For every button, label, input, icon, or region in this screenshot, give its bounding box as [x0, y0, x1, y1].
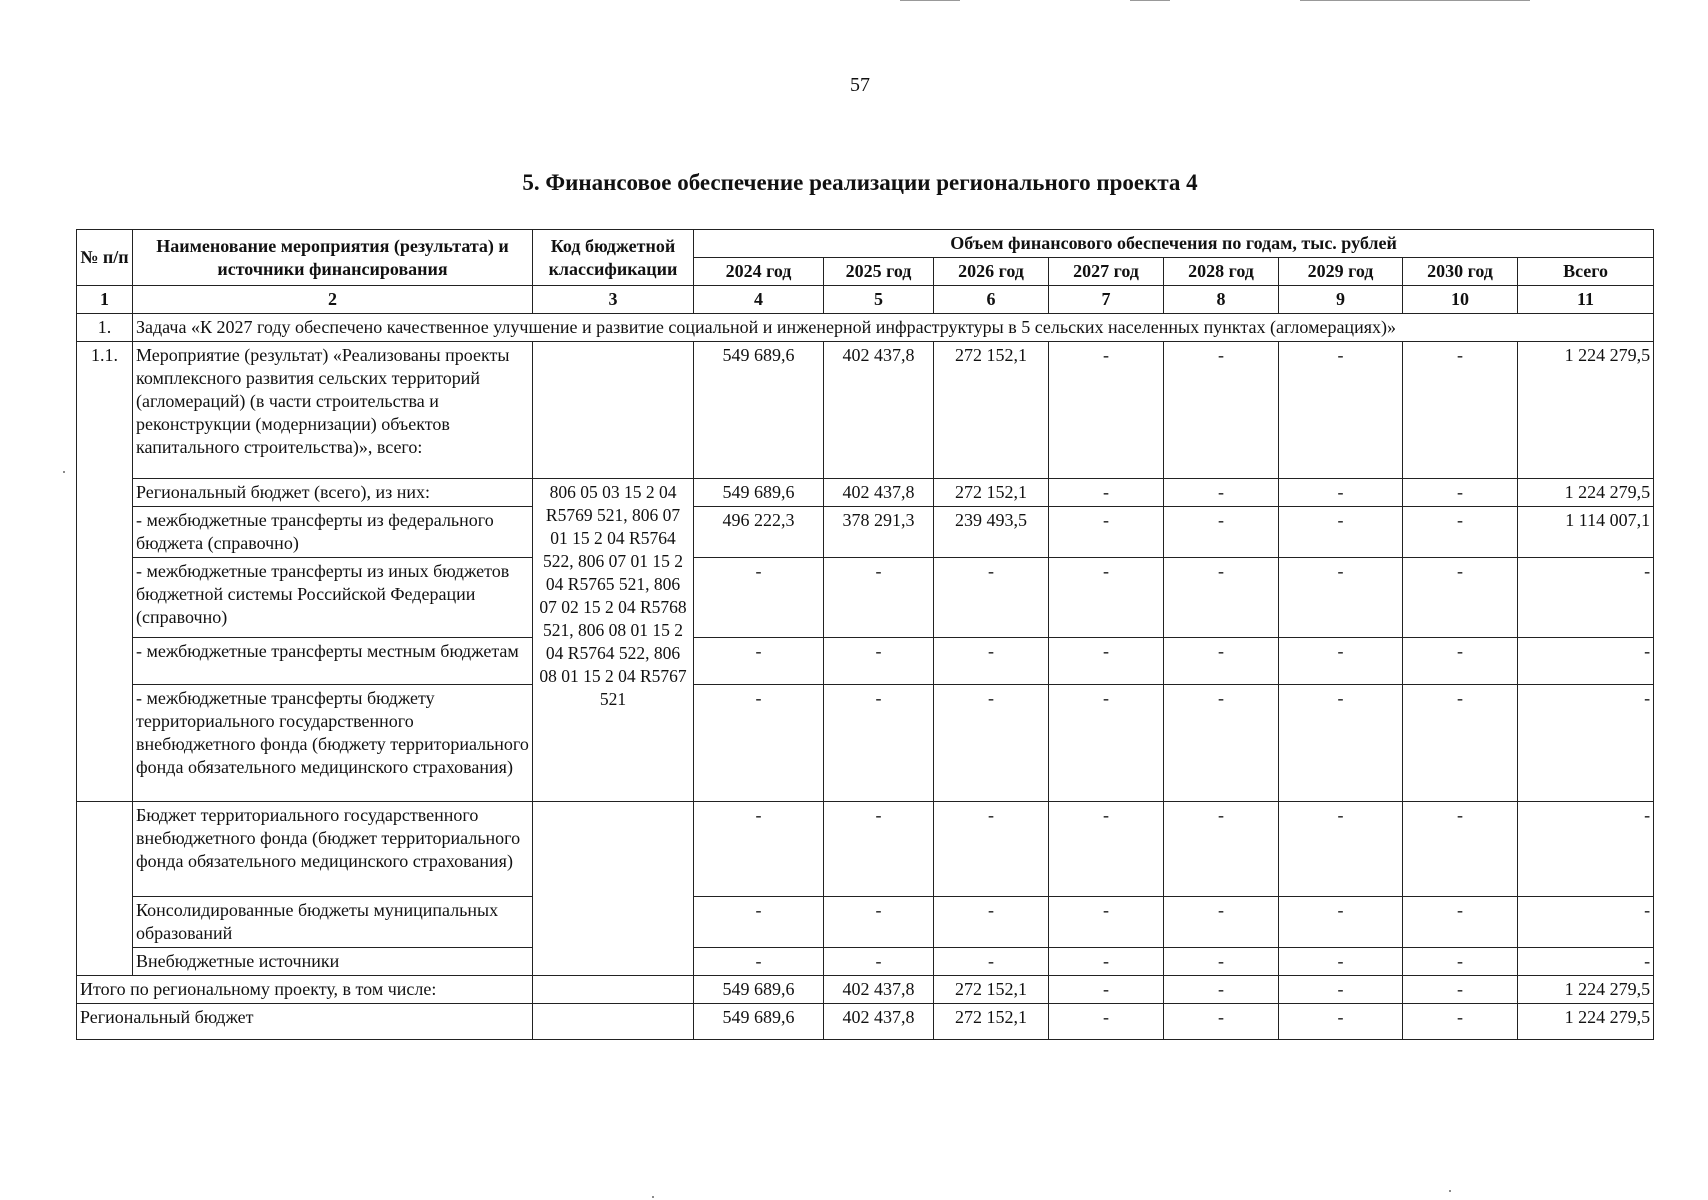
header-year: 2030 год: [1403, 258, 1518, 286]
value-cell-total: -: [1518, 802, 1654, 897]
value-cell: 402 437,8: [824, 479, 934, 507]
column-number: 6: [934, 286, 1049, 314]
value-cell: -: [824, 638, 934, 685]
scan-speck: [63, 471, 65, 473]
row-name: - межбюджетные трансферты местным бюджетам: [133, 638, 533, 685]
value-cell: -: [1049, 948, 1164, 976]
table-row: [77, 948, 1654, 976]
value-cell: -: [1164, 638, 1279, 685]
value-cell: -: [1164, 507, 1279, 558]
value-cell: -: [824, 558, 934, 638]
value-cell: -: [1049, 638, 1164, 685]
table-row: [77, 638, 1654, 685]
value-cell: -: [1279, 948, 1403, 976]
value-cell: -: [1164, 897, 1279, 948]
value-cell: 402 437,8: [824, 976, 934, 1004]
value-cell: -: [1403, 976, 1518, 1004]
row-name: Консолидированные бюджеты муниципальных образований: [133, 897, 533, 948]
header-year: 2026 год: [934, 258, 1049, 286]
value-cell: -: [1279, 802, 1403, 897]
value-cell: -: [1049, 342, 1164, 479]
value-cell: -: [1403, 479, 1518, 507]
table-row: [77, 685, 1654, 802]
value-cell: -: [1049, 897, 1164, 948]
value-cell: -: [1403, 638, 1518, 685]
value-cell-total: -: [1518, 948, 1654, 976]
column-number-row: [77, 286, 1654, 314]
row-name: - межбюджетные трансферты из федерального бюджета (справочно): [133, 507, 533, 558]
num-empty: [77, 479, 133, 802]
value-cell: -: [1403, 897, 1518, 948]
table-row: [77, 897, 1654, 948]
value-cell: 239 493,5: [934, 507, 1049, 558]
value-cell: 549 689,6: [694, 479, 824, 507]
row-name: - межбюджетные трансферты бюджету территориального государственного внебюджетного фонда (бюджету территориального фонда обязательного медицинского страхования): [133, 685, 533, 802]
value-cell-total: 1 224 279,5: [1518, 342, 1654, 479]
scan-artifact-line: [1130, 0, 1170, 1]
value-cell: -: [1403, 685, 1518, 802]
value-cell: 378 291,3: [824, 507, 934, 558]
header-year: 2027 год: [1049, 258, 1164, 286]
table-row: [77, 802, 1654, 897]
value-cell: -: [1403, 507, 1518, 558]
value-cell: -: [694, 802, 824, 897]
scan-speck: [1449, 1190, 1451, 1192]
column-number: 1: [77, 286, 133, 314]
value-cell: -: [1049, 685, 1164, 802]
total-row: [77, 1004, 1654, 1040]
task-num: 1.: [77, 314, 133, 342]
value-cell: -: [694, 897, 824, 948]
value-cell-total: 1 224 279,5: [1518, 976, 1654, 1004]
document-title: 5. Финансовое обеспечение реализации регионального проекта 4: [522, 170, 1198, 195]
value-cell-total: -: [1518, 897, 1654, 948]
total-row: [77, 976, 1654, 1004]
table-row: [77, 507, 1654, 558]
value-cell: -: [1403, 802, 1518, 897]
header-name: Наименование мероприятия (результата) и источники финансирования: [133, 230, 533, 286]
value-cell: -: [1279, 558, 1403, 638]
column-number: 8: [1164, 286, 1279, 314]
code-empty: [533, 802, 694, 976]
total-name: Региональный бюджет: [77, 1004, 533, 1040]
value-cell: -: [1279, 685, 1403, 802]
value-cell: -: [824, 897, 934, 948]
value-cell: -: [1279, 479, 1403, 507]
task-text: Задача «К 2027 году обеспечено качественное улучшение и развитие социальной и инженерной инфраструктуры в 5 сельских населенных пунктах (агломерациях)»: [133, 314, 1654, 342]
value-cell: -: [694, 685, 824, 802]
value-cell: -: [934, 802, 1049, 897]
value-cell: -: [694, 948, 824, 976]
value-cell: -: [824, 948, 934, 976]
value-cell: -: [1049, 976, 1164, 1004]
measure-name: Мероприятие (результат) «Реализованы проекты комплексного развития сельских территорий (агломераций) (в части строительства и реконструкции (модернизации) объектов капитального строительства)», всего:: [133, 342, 533, 479]
header-year: 2025 год: [824, 258, 934, 286]
value-cell: -: [1279, 1004, 1403, 1040]
value-cell: -: [1279, 638, 1403, 685]
value-cell: -: [1403, 342, 1518, 479]
value-cell: -: [934, 948, 1049, 976]
column-number: 2: [133, 286, 533, 314]
value-cell: -: [1164, 479, 1279, 507]
total-code-empty: [533, 976, 694, 1004]
value-cell-total: -: [1518, 558, 1654, 638]
scan-artifact-line: [1300, 0, 1530, 1]
value-cell: -: [1164, 558, 1279, 638]
value-cell: -: [824, 685, 934, 802]
budget-code: 806 05 03 15 2 04 R5769 521, 806 07 01 15 2 04 R5764 522, 806 07 01 15 2 04 R5765 521, 806 07 02 15 2 04 R5768 521, 806 08 01 15 2 04 R5764 522, 806 08 01 15 2 04 R5767 521: [533, 479, 694, 802]
column-number: 11: [1518, 286, 1654, 314]
value-cell: -: [934, 558, 1049, 638]
value-cell: -: [1049, 802, 1164, 897]
value-cell: 496 222,3: [694, 507, 824, 558]
value-cell: 272 152,1: [934, 479, 1049, 507]
value-cell: 272 152,1: [934, 342, 1049, 479]
column-number: 3: [533, 286, 694, 314]
header-year: 2024 год: [694, 258, 824, 286]
value-cell: -: [1279, 507, 1403, 558]
value-cell: 272 152,1: [934, 976, 1049, 1004]
row-name: Региональный бюджет (всего), из них:: [133, 479, 533, 507]
value-cell: -: [1164, 1004, 1279, 1040]
total-code-empty: [533, 1004, 694, 1040]
value-cell-total: -: [1518, 638, 1654, 685]
header-year: 2028 год: [1164, 258, 1279, 286]
value-cell: -: [1279, 976, 1403, 1004]
value-cell: -: [1164, 685, 1279, 802]
column-number: 4: [694, 286, 824, 314]
value-cell-total: 1 224 279,5: [1518, 479, 1654, 507]
value-cell-total: 1 114 007,1: [1518, 507, 1654, 558]
page-number: 57: [850, 74, 870, 96]
value-cell-total: -: [1518, 685, 1654, 802]
value-cell: -: [1403, 558, 1518, 638]
value-cell: 272 152,1: [934, 1004, 1049, 1040]
value-cell-total: 1 224 279,5: [1518, 1004, 1654, 1040]
row-name: - межбюджетные трансферты из иных бюджетов бюджетной системы Российской Федерации (справочно): [133, 558, 533, 638]
header-num: № п/п: [77, 230, 133, 286]
total-name: Итого по региональному проекту, в том числе:: [77, 976, 533, 1004]
financing-table: [76, 229, 1654, 1040]
value-cell: -: [1403, 1004, 1518, 1040]
value-cell: -: [694, 638, 824, 685]
measure-num: 1.1.: [77, 342, 133, 479]
value-cell: -: [1049, 479, 1164, 507]
value-cell: -: [1049, 1004, 1164, 1040]
measure-code-empty: [533, 342, 694, 479]
value-cell: -: [1164, 976, 1279, 1004]
column-number: 7: [1049, 286, 1164, 314]
value-cell: -: [1049, 507, 1164, 558]
value-cell: -: [694, 558, 824, 638]
value-cell: -: [1279, 897, 1403, 948]
header-total: Всего: [1518, 258, 1654, 286]
column-number: 5: [824, 286, 934, 314]
measure-row: [77, 342, 1654, 479]
header-year: 2029 год: [1279, 258, 1403, 286]
header-code: Код бюджетной классификации: [533, 230, 694, 286]
num-empty: [77, 802, 133, 976]
header-row: [77, 230, 1654, 258]
value-cell: -: [1049, 558, 1164, 638]
header-volume: Объем финансового обеспечения по годам, тыс. рублей: [694, 230, 1654, 258]
column-number: 10: [1403, 286, 1518, 314]
table-row: [77, 479, 1654, 507]
value-cell: 549 689,6: [694, 976, 824, 1004]
value-cell: -: [1164, 342, 1279, 479]
value-cell: -: [934, 897, 1049, 948]
column-number: 9: [1279, 286, 1403, 314]
value-cell: -: [1403, 948, 1518, 976]
value-cell: -: [1279, 342, 1403, 479]
value-cell: 402 437,8: [824, 1004, 934, 1040]
value-cell: -: [934, 638, 1049, 685]
value-cell: 549 689,6: [694, 342, 824, 479]
value-cell: -: [934, 685, 1049, 802]
row-name: Бюджет территориального государственного внебюджетного фонда (бюджет территориального фонда обязательного медицинского страхования): [133, 802, 533, 897]
value-cell: 549 689,6: [694, 1004, 824, 1040]
value-cell: -: [1164, 948, 1279, 976]
task-row: [77, 314, 1654, 342]
value-cell: 402 437,8: [824, 342, 934, 479]
table-row: [77, 558, 1654, 638]
scan-speck: [652, 1196, 654, 1198]
row-name: Внебюджетные источники: [133, 948, 533, 976]
scan-artifact-line: [900, 0, 960, 1]
value-cell: -: [1164, 802, 1279, 897]
value-cell: -: [824, 802, 934, 897]
